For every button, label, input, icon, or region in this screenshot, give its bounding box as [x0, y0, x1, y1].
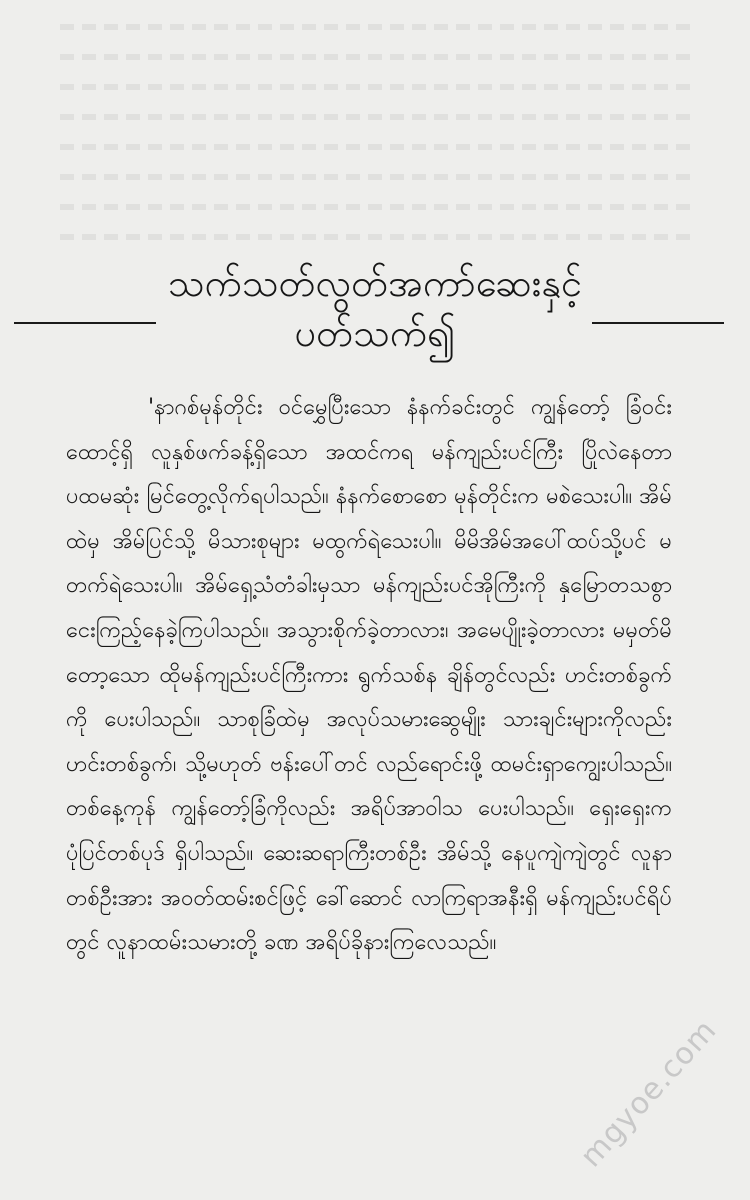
chapter-title-block — [0, 258, 750, 368]
body-paragraph: 'နာဂစ်မုန်တိုင်း ဝင်မွှေပြီးသော နံနက်ခင်းတွင် ကျွန်တော့် ခြံဝင်းထောင့်ရှိ လူနှစ်ဖက်ခန့်ရှိသော အထင်ကရ မန်ကျည်းပင်ကြီး ပြိုလဲနေတာ ပထမဆုံး မြင်တွေ့လိုက်ရပါသည်။ နံနက်စောစော မုန်တိုင်းက မစဲသေးပါ။ အိမ်ထဲမှ အိမ်ပြင်သို့ မိသားစုများ မထွက်ရဲသေးပါ။ မိမိအိမ်အပေါ်ထပ်သို့ပင် မတက်ရဲသေးပါ။ အိမ်ရှေ့သံတံခါးမှသာ မန်ကျည်းပင်အိုကြီးကို နှမြောတသစွာ ငေးကြည့်နေခဲ့ကြပါသည်။ အသွားစိုက်ခဲ့တာလား၊ အမေပျိုးခဲ့တာလား မမှတ်မိတော့သော ထိုမန်ကျည်းပင်ကြီးကား ရွက်သစ်န ချိန်တွင်လည်း ဟင်းတစ်ခွက်ကို ပေးပါသည်။ သာစုခြံထဲမှ အလုပ်သမားဆွေမျိုး သားချင်းများကိုလည်း ဟင်းတစ်ခွက်၊ သို့မဟုတ် ဗန်းပေါ်တင် လည်ရောင်းဖို့ ထမင်းရှာကျွေးပါသည်။ တစ်နေ့ကုန် ကျွန်တော့်ခြံကိုလည်း အရိပ်အာဝါသ ပေးပါသည်။ ရှေးရှေးက ပုံပြင်တစ်ပုဒ် ရှိပါသည်။ ဆေးဆရာကြီးတစ်ဦး အိမ်သို့ နေပူကျဲကျဲတွင် လူနာတစ်ဦးအား အဝတ်ထမ်းစင်ဖြင့် ခေါ်ဆောင် လာကြရာအနီးရှိ မန်ကျည်းပင်ရိပ်တွင် လူနာထမ်းသမားတို့ ခဏ အရိပ်ခိုနားကြလေသည်။ — [66, 395, 672, 956]
watermark: mgyoe.com — [573, 1012, 724, 1175]
chapter-title-line1: သက်သတ်လွတ်အကာ်ဆေးနှင့် — [167, 261, 583, 305]
chapter-title-line2: ပတ်သက်၍ — [294, 311, 456, 355]
